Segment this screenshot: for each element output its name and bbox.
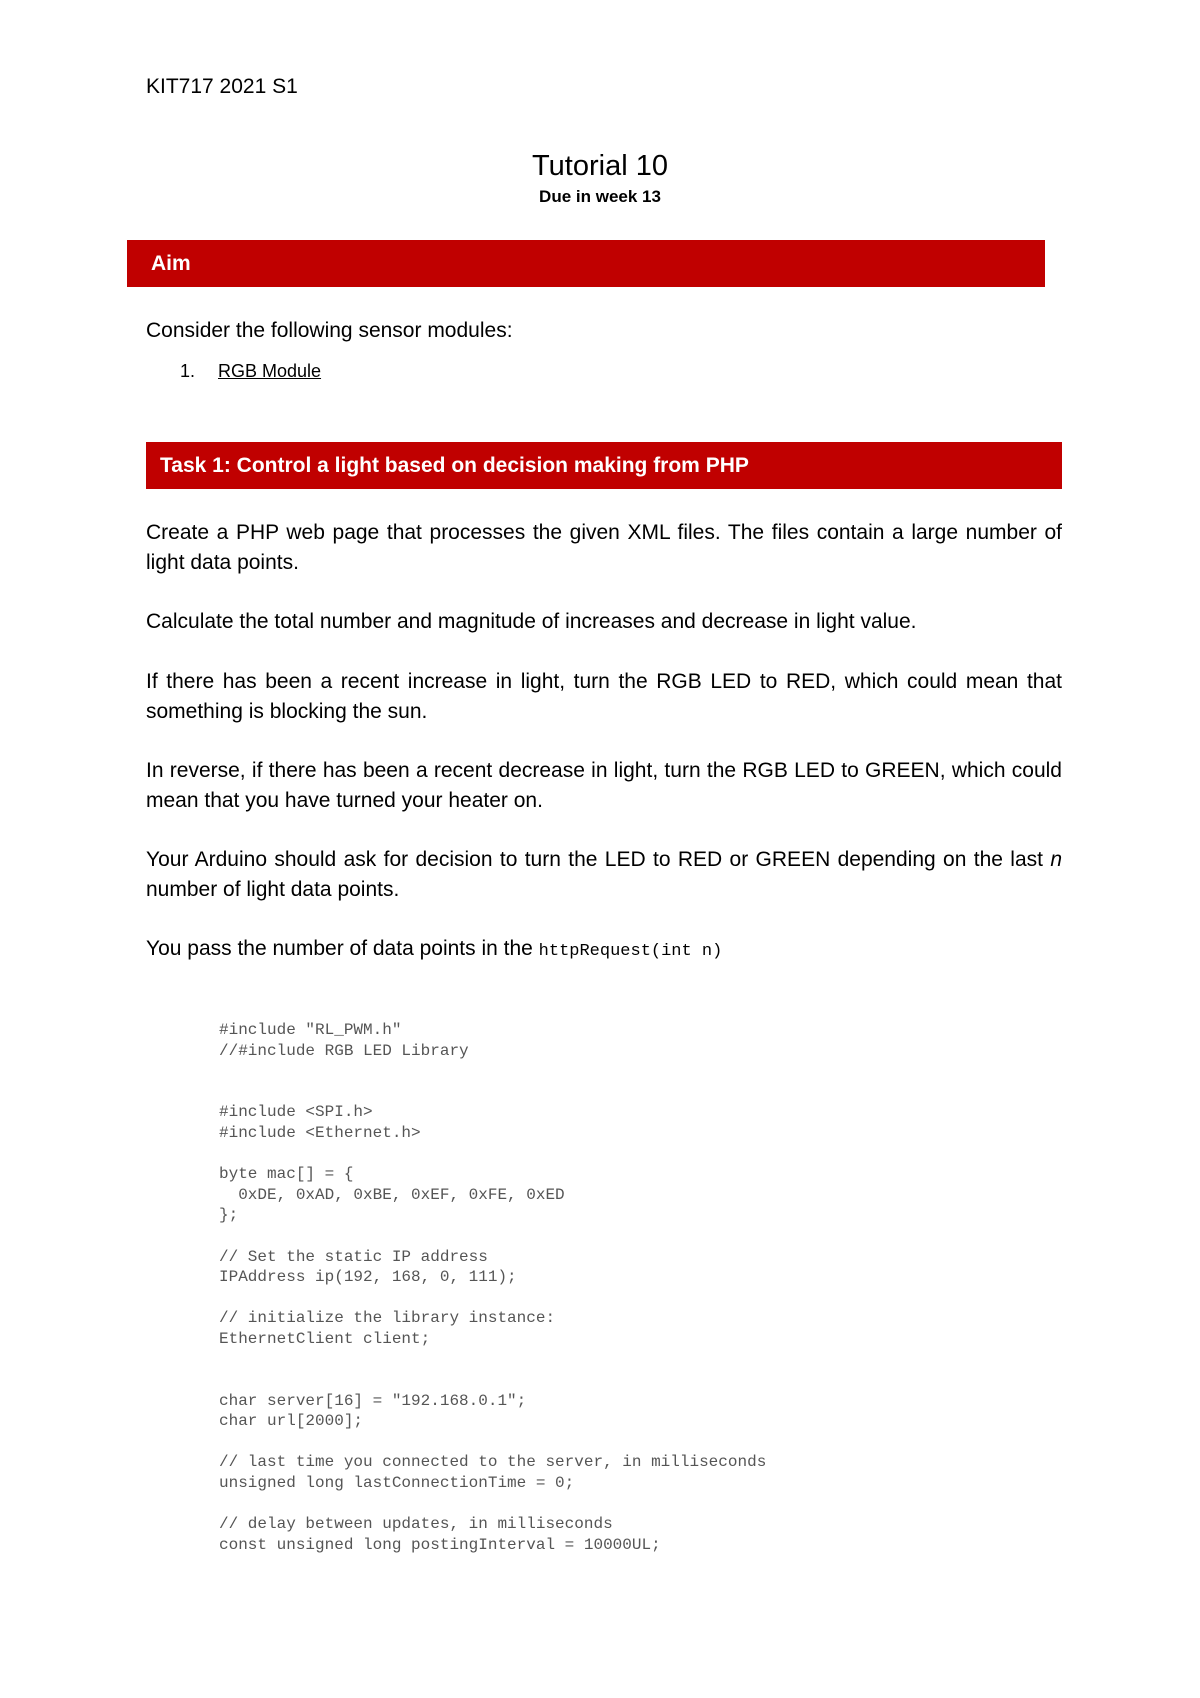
- inline-code-http-request: httpRequest(int n): [538, 942, 723, 961]
- task1-paragraph-3: If there has been a recent increase in light, turn the RGB LED to RED, which could mean that something is blocking the sun.: [146, 670, 1062, 723]
- p5-start: Your Arduino should ask for decision to turn the LED to RED or GREEN depending on the last: [146, 848, 1051, 871]
- page-subtitle: Due in week 13: [539, 187, 661, 206]
- aim-heading: Aim: [151, 251, 191, 275]
- module-list: [180, 358, 321, 384]
- list-number: 1.: [180, 361, 196, 381]
- list-item: [180, 358, 321, 384]
- course-header: KIT717 2021 S1: [146, 75, 298, 98]
- task1-paragraph-6: [146, 934, 1062, 967]
- task1-heading: Task 1: Control a light based on decision making from PHP: [160, 453, 749, 477]
- p6-text: You pass the number of data points in the: [146, 937, 539, 960]
- aim-section-header: [127, 240, 1045, 287]
- task1-paragraph-5: [146, 845, 1062, 905]
- page-title: Tutorial 10: [532, 150, 668, 182]
- p5-end: number of light data points.: [146, 878, 400, 901]
- aim-intro: Consider the following sensor modules:: [146, 319, 513, 342]
- task1-paragraph-2: Calculate the total number and magnitude of increases and decrease in light value.: [146, 610, 917, 633]
- task1-paragraph-4: In reverse, if there has been a recent decrease in light, turn the RGB LED to GREEN, which could mean that you have turned your heater on.: [146, 759, 1062, 812]
- title-block: [0, 148, 1200, 208]
- task1-section-header: [146, 442, 1062, 489]
- task1-paragraph-1: Create a PHP web page that processes the given XML files. The files contain a large number of light data points.: [146, 521, 1062, 574]
- arduino-code-block: #include "RL_PWM.h" //#include RGB LED Library #include <SPI.h> #include <Ethernet.h> byte mac[] = { 0xDE, 0xAD, 0xBE, 0xEF, 0xFE, 0xED }; // Set the static IP address IPAddress ip(192, 168, 0, 111); // initialize the library instance: EthernetClient client; char server[16] = "192.168.0.1"; char url[2000]; // last time you connected to the server, in milliseconds unsigned long lastConnectionTime = 0; // delay between updates, in milliseconds const unsigned long postingInterval = 10000UL;: [219, 1021, 767, 1554]
- rgb-module-link[interactable]: RGB Module: [218, 361, 322, 381]
- p5-italic-n: n: [1050, 848, 1062, 871]
